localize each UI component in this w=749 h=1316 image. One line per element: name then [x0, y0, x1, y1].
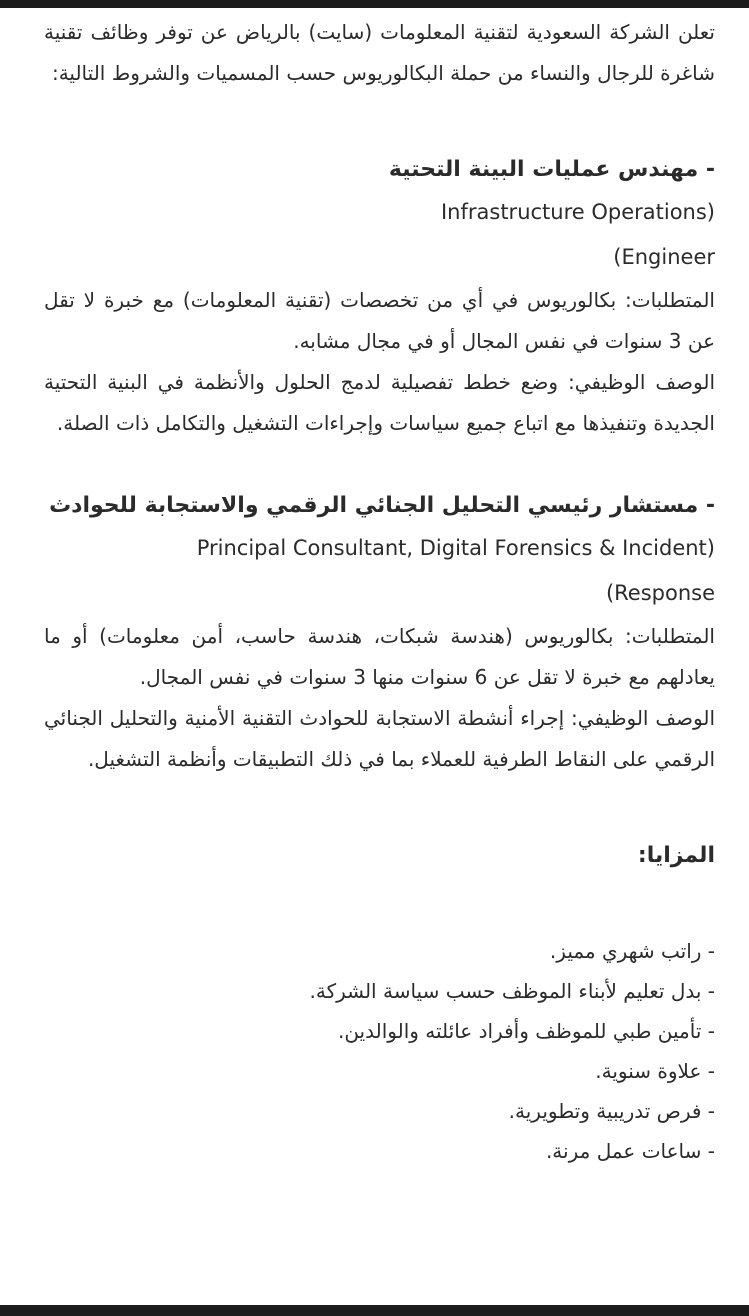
job-1-title-en-2: (Engineer — [613, 245, 715, 269]
benefit-item: - راتب شهري مميز. — [549, 939, 715, 963]
job-2-title-en-1: Principal Consultant, Digital Forensics & Incident) — [196, 536, 715, 560]
benefit-item: - تأمين طبي للموظف وأفراد عائلته والوالدين. — [337, 1019, 715, 1043]
spacer — [44, 780, 715, 835]
spacer — [44, 444, 715, 485]
job-2-description: الوصف الوظيفي: إجراء أنشطة الاستجابة للحوادث التقنية الأمنية والتحليل الجنائي الرقمي على النقاط الطرفية للعملاء بما في ذلك التطبيقات وأنظمة التشغيل. — [44, 706, 715, 771]
benefit-item: - بدل تعليم لأبناء الموظف حسب سياسة الشركة. — [309, 979, 715, 1003]
spacer — [44, 876, 715, 931]
benefits-section — [44, 835, 715, 1171]
benefits-title: المزايا: — [637, 843, 715, 868]
job-1 — [44, 149, 715, 444]
job-2 — [44, 485, 715, 780]
job-2-requirements: المتطلبات: بكالوريوس (هندسة شبكات، هندسة حاسب، أمن معلومات) أو ما يعادلهم مع خبرة لا تقل عن 6 سنوات منها 3 سنوات في نفس المجال. — [44, 624, 715, 689]
job-1-requirements: المتطلبات: بكالوريوس في أي من تخصصات (تقنية المعلومات) مع خبرة لا تقل عن 3 سنوات في نفس المجال أو في مجال مشابه. — [44, 288, 715, 353]
spacer — [44, 94, 715, 149]
job-1-title-ar: - مهندس عمليات البينة التحتية — [388, 157, 715, 182]
intro-paragraph: تعلن الشركة السعودية لتقنية المعلومات (سايت) بالرياض عن توفر وظائف تقنية شاغرة للرجال والنساء من حملة البكالوريوس حسب المسميات والشروط التالية: — [44, 20, 715, 85]
job-2-title-ar: - مستشار رئيسي التحليل الجنائي الرقمي والاستجابة للحوادث — [49, 493, 715, 518]
job-2-title-en-2: (Response — [605, 581, 715, 605]
benefit-item: - ساعات عمل مرنة. — [545, 1139, 715, 1163]
benefits-list — [44, 931, 715, 1171]
job-announcement-document — [0, 8, 749, 1305]
job-1-description: الوصف الوظيفي: وضع خطط تفصيلية لدمج الحلول والأنظمة في البنية التحتية الجديدة وتنفيذها مع اتباع جميع سياسات وإجراءات التشغيل والتكامل ذات الصلة. — [44, 370, 715, 435]
job-1-title-en-1: Infrastructure Operations) — [440, 200, 715, 224]
benefit-item: - فرص تدريبية وتطويرية. — [508, 1099, 715, 1123]
benefit-item: - علاوة سنوية. — [595, 1059, 715, 1083]
